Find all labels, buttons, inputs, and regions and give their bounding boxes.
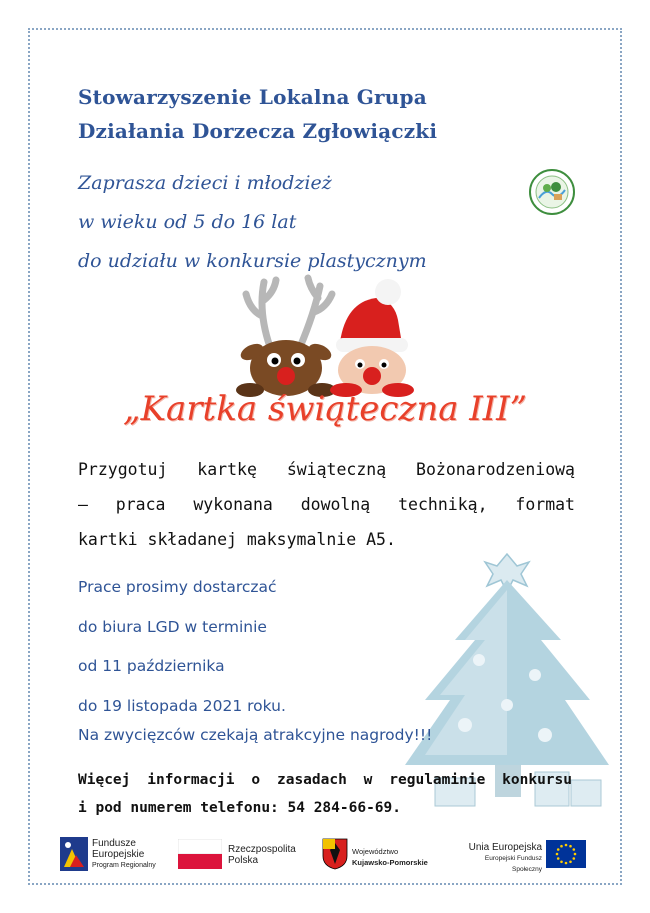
delivery-line-3: od 11 października	[78, 657, 225, 675]
instructions-line-1: Przygotuj kartkę świąteczną Bożonarodzeniową	[78, 460, 575, 479]
ue-line-2: Europejski Fundusz Społeczny	[484, 855, 542, 873]
instructions-line-3: kartki składanej maksymalnie A5.	[78, 530, 396, 549]
organization-name	[78, 80, 518, 148]
ue-line-1: Unia Europejska	[468, 842, 542, 853]
footer-logos	[60, 836, 590, 872]
invite-line-1: Zaprasza dzieci i młodzież	[78, 172, 332, 194]
fundusze-europejskie-icon	[60, 837, 88, 871]
kp-line-2: Kujawsko-Pomorskie	[352, 858, 428, 867]
invitation-text	[78, 164, 427, 281]
fe-line-2: Europejskie	[92, 849, 145, 860]
reindeer-and-santa-illustration	[228, 272, 418, 397]
org-line-2: Działania Dorzecza Zgłowiączki	[78, 119, 438, 143]
instructions-line-2: – praca wykonana dowolną techniką, format	[78, 495, 575, 514]
instructions-text	[78, 452, 575, 557]
delivery-text	[78, 568, 286, 726]
kujawsko-pomorskie-crest-icon	[322, 838, 348, 870]
invite-line-3: do udziału w konkursie plastycznym	[78, 250, 427, 272]
org-line-1: Stowarzyszenie Lokalna Grupa	[78, 85, 427, 109]
eu-flag-icon	[546, 840, 586, 868]
more-info-line-2: i pod numerem telefonu: 54 284-66-69.	[78, 800, 402, 816]
fe-line-3: Program Regionalny	[92, 862, 156, 869]
delivery-line-2: do biura LGD w terminie	[78, 617, 267, 636]
kp-line-1: Województwo	[352, 847, 399, 856]
rzeczpospolita-polska-logo	[178, 836, 308, 872]
poland-flag-icon	[178, 839, 222, 869]
more-info-text	[78, 766, 572, 822]
more-info-line-1: Więcej informacji o zasadach w regulaminie konkursu	[78, 772, 572, 788]
invite-line-2: w wieku od 5 do 16 lat	[78, 211, 297, 233]
unia-europejska-logo	[458, 836, 590, 872]
fundusze-europejskie-logo	[60, 836, 170, 872]
rp-line-1: Rzeczpospolita	[228, 844, 296, 855]
delivery-line-1: Prace prosimy dostarczać	[78, 578, 277, 596]
contest-title: „Kartka świąteczna III”	[123, 389, 527, 429]
lgd-emblem-icon	[528, 168, 576, 216]
fe-line-1: Fundusze	[92, 838, 136, 849]
rp-line-2: Polska	[228, 855, 259, 866]
delivery-line-4: do 19 listopada 2021 roku.	[78, 696, 286, 715]
prizes-text: Na zwycięzców czekają atrakcyjne nagrody!!!	[78, 726, 433, 744]
kujawsko-pomorskie-logo	[322, 836, 442, 872]
